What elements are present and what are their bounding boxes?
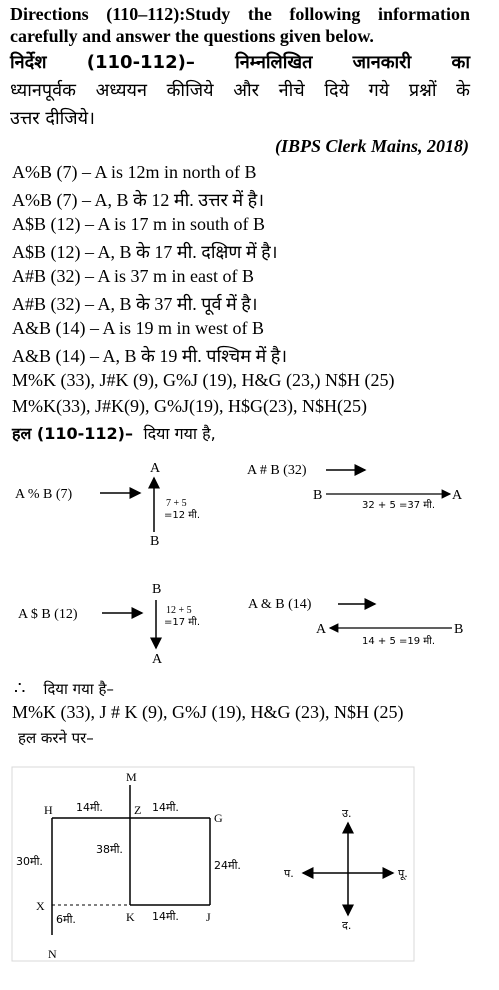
rule-line: A%B (7) – A, B के 12 मी. उत्तर में है। [12,190,265,210]
calc-east: 32 + 5 =37 मी. [362,500,436,511]
label-b-north: B [152,582,162,597]
rule-a-hash-b: A # B (32) [247,463,307,478]
point-j: J [206,910,211,924]
point-n: N [48,947,57,961]
compass-north-label: उ. [342,807,352,820]
therefore-given: दिया गया है– [43,680,114,698]
point-m: M [126,770,137,784]
label-b-west: B [313,488,323,503]
calc-south-result: =17 मी. [164,617,201,628]
directions-english-line2: carefully and answer the questions given below. [10,26,374,46]
calc-south-sum: 12 + 5 [166,605,192,616]
point-z: Z [134,803,142,817]
solution-given: दिया गया है, [143,424,216,443]
rule-a-dollar-b: A $ B (12) [18,607,78,622]
label-a-west: A [316,622,327,637]
compass-south-label: द. [342,919,352,932]
rule-line: A$B (12) – A is 17 m in south of B [12,214,266,234]
rule-line: M%K (33), J#K (9), G%J (19), H&G (23,) N$H (25) [12,370,395,390]
source-citation: (IBPS Clerk Mains, 2018) [274,136,469,156]
rule-line: A#B (32) – A is 37 m in east of B [12,266,254,286]
therefore-line [14,678,114,699]
compass-east-label: पू. [398,867,408,880]
solving-label: हल करने पर– [18,729,94,747]
dist-k-j: 14मी. [152,910,179,923]
final-arrangement-diagram [0,765,499,990]
dist-h-z: 14मी. [76,801,103,814]
directions-hindi-line2: ध्यानपूर्वक अध्ययन कीजिये और नीचे दिये गये प्रश्नों के [10,80,470,101]
label-b-east: B [454,622,464,637]
point-k: K [126,910,135,924]
rule-a-amp-b: A & B (14) [248,597,312,612]
label-a-north: A [150,461,161,476]
therefore-symbol: ∴ [14,678,26,698]
point-h: H [44,803,53,817]
label-a-south: A [152,652,163,667]
given-relations-line: M%K (33), J # K (9), G%J (19), H&G (23), N$H (25) [12,702,404,722]
rule-a-percent-b: A % B (7) [15,487,73,502]
label-b-south: B [150,534,160,549]
rule-line: A&B (14) – A is 19 m in west of B [12,318,265,338]
rule-line: M%K(33), J#K(9), G%J(19), H$G(23), N$H(25) [12,396,367,416]
directions-hindi-line3: उत्तर दीजिये। [10,108,95,129]
calc-west: 14 + 5 =19 मी. [362,636,436,647]
rule-line: A#B (32) – A, B के 37 मी. पूर्व में है। [12,294,258,314]
label-a-east: A [452,488,463,503]
compass-west-label: प. [284,867,294,880]
calc-north-result: =12 मी. [164,510,201,521]
solution-heading [12,422,216,444]
directions-hindi-line1: निर्देश (110-112)– निम्नलिखित जानकारी का [10,52,470,73]
point-g: G [214,811,223,825]
direction-rules-diagram [0,450,499,670]
solution-label: हल (110-112)– [12,424,133,443]
point-x: X [36,899,45,913]
rule-line: A%B (7) – A is 12m in north of B [12,162,257,182]
directions-english-line1: Directions (110–112):Study the following information [10,4,470,24]
rule-line: A$B (12) – A, B के 17 मी. दक्षिण में है। [12,242,278,262]
calc-north-sum: 7 + 5 [166,498,187,509]
dist-z-g: 14मी. [152,801,179,814]
dist-h-x: 30मी. [16,855,43,868]
rule-line: A&B (14) – A, B के 19 मी. पश्चिम में है। [12,346,288,366]
dist-g-j: 24मी. [214,859,241,872]
dist-z-k: 38मी. [96,843,123,856]
dist-x-n: 6मी. [56,913,76,926]
diagram-frame [12,767,414,961]
